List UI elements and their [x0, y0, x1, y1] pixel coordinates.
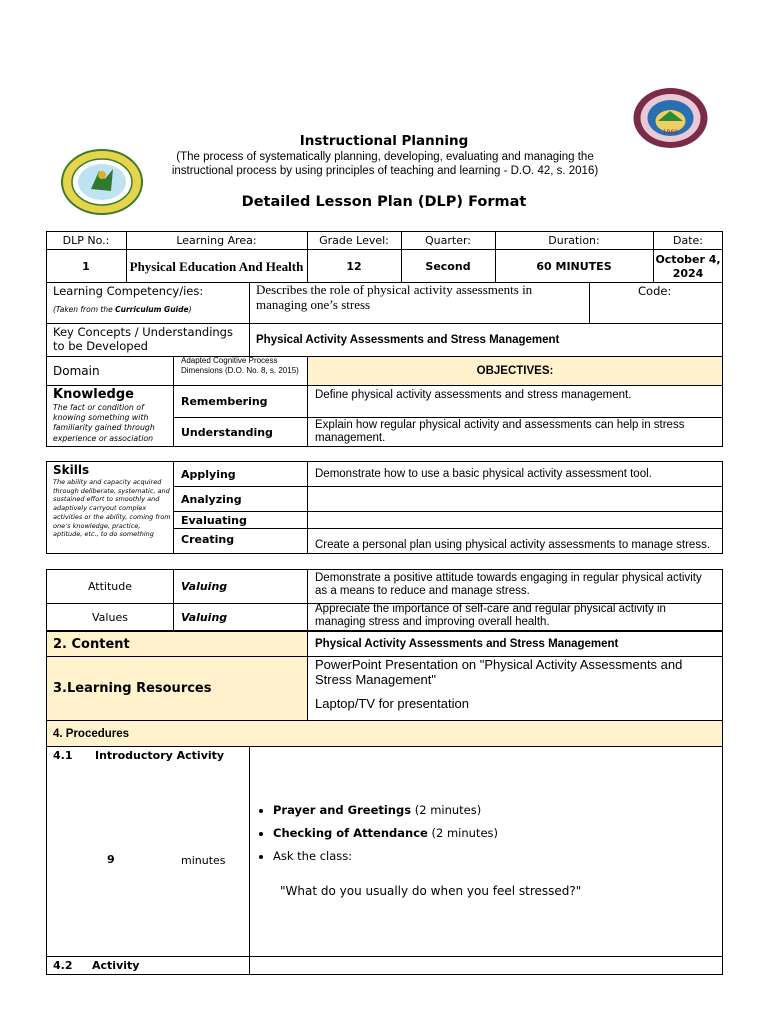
activity-label: Activity	[92, 959, 140, 972]
learning-resource-1: PowerPoint Presentation on "Physical Activity Assessments and Stress Management"	[315, 657, 683, 687]
competency-label: Learning Competency/ies:	[53, 284, 204, 298]
code-label: Code:	[638, 284, 672, 298]
skills-process-evaluating: Evaluating	[181, 513, 247, 527]
activity-number: 4.2	[53, 959, 73, 972]
value-duration: 60 MINUTES	[536, 260, 612, 273]
knowledge-objective-understanding: Explain how regular physical activity and assessments can help in stress management.	[315, 419, 685, 444]
cognitive-dimensions-label: Adapted Cognitive Process Dimensions (D.O. No. 8, s. 2015)	[181, 356, 299, 375]
bullet-attendance: • Checking of Attendance (2 minutes)	[273, 826, 713, 840]
value-quarter: Second	[425, 260, 471, 273]
skills-objective-evaluating	[315, 512, 715, 528]
header-grade-level: Grade Level:	[319, 233, 389, 247]
values-objective: Appreciate the importance of self-care and regular physical activity in managing stress and improving overall health.	[315, 603, 666, 628]
intro-minutes-number: 9	[107, 853, 115, 866]
knowledge-process-remembering: Remembering	[181, 395, 268, 408]
header-dlp-no: DLP No.:	[62, 233, 110, 247]
knowledge-objective-remembering: Define physical activity assessments and stress management.	[315, 389, 632, 401]
intro-activity-number: 4.1	[53, 749, 73, 762]
knowledge-title: Knowledge	[53, 387, 134, 402]
key-concepts-value: Physical Activity Assessments and Stress Management	[256, 334, 560, 346]
skills-title: Skills	[53, 463, 90, 477]
header-duration: Duration:	[548, 233, 600, 247]
subtitle-line-2: instructional process by using principles of teaching and learning - D.O. 42, s. 2016)	[171, 164, 599, 177]
intro-minutes-label: minutes	[181, 854, 226, 867]
skills-objective-applying: Demonstrate how to use a basic physical activity assessment tool.	[315, 468, 652, 480]
value-dlp-no: 1	[82, 260, 90, 273]
page-subtitle	[150, 151, 620, 178]
attitude-process: Valuing	[181, 580, 228, 593]
header-quarter: Quarter:	[424, 233, 471, 247]
skills-process-applying: Applying	[181, 467, 236, 481]
key-concepts-label: Key Concepts / Understandings to be Developed	[53, 325, 233, 353]
document-title: Detailed Lesson Plan (DLP) Format	[241, 194, 527, 210]
bullet-ask-class: • Ask the class:	[273, 849, 713, 863]
subtitle-line-1: (The process of systematically planning, developing, evaluating and managing the	[176, 151, 594, 163]
learning-resources-label: 3.Learning Resources	[53, 681, 212, 696]
skills-objective-creating: Create a personal plan using physical activity assessments to manage stress.	[315, 539, 711, 551]
values-process: Valuing	[181, 610, 228, 624]
value-grade-level: 12	[346, 260, 362, 273]
knowledge-description: The fact or condition of knowing something with familiarity gained through experience or association	[53, 403, 155, 443]
seal-year: 1969	[662, 129, 679, 136]
learning-resource-2: Laptop/TV for presentation	[315, 696, 469, 711]
competency-text: Describes the role of physical activity assessments in managing one’s stress	[256, 282, 533, 312]
content-label: 2. Content	[53, 636, 130, 652]
skills-description: The ability and capacity acquired through deliberate, systematic, and sustained effort to smoothly and adaptively carryout complex activities or the ability, coming from one’s knowledge, practice, aptitude, etc., to do something	[53, 478, 171, 539]
intro-activity-list	[253, 803, 713, 872]
intro-question: "What do you usually do when you feel stressed?"	[280, 884, 582, 898]
header-learning-area: Learning Area:	[176, 233, 257, 247]
skills-process-creating: Creating	[181, 533, 235, 546]
bullet-prayer: • Prayer and Greetings (2 minutes)	[273, 803, 713, 817]
attitude-objective: Demonstrate a positive attitude towards engaging in regular physical activity as a means to reduce and manage stress.	[315, 572, 702, 597]
intro-activity-label: Introductory Activity	[95, 749, 225, 762]
value-date: October 4, 2024	[655, 252, 721, 280]
domain-label: Domain	[53, 364, 100, 378]
skills-process-analyzing: Analyzing	[181, 492, 242, 506]
objectives-header: OBJECTIVES:	[476, 365, 554, 377]
values-label: Values	[92, 610, 128, 624]
page-title: Instructional Planning	[299, 133, 469, 149]
knowledge-process-understanding: Understanding	[181, 426, 273, 439]
procedures-label: 4. Procedures	[53, 727, 130, 740]
value-learning-area: Physical Education And Health	[129, 258, 304, 274]
curriculum-guide-note: (Taken from the Curriculum Guide)	[53, 305, 192, 314]
skills-objective-analyzing	[315, 487, 715, 511]
header-date: Date:	[673, 233, 703, 247]
content-value: Physical Activity Assessments and Stress Management	[315, 638, 619, 650]
attitude-label: Attitude	[87, 580, 133, 593]
